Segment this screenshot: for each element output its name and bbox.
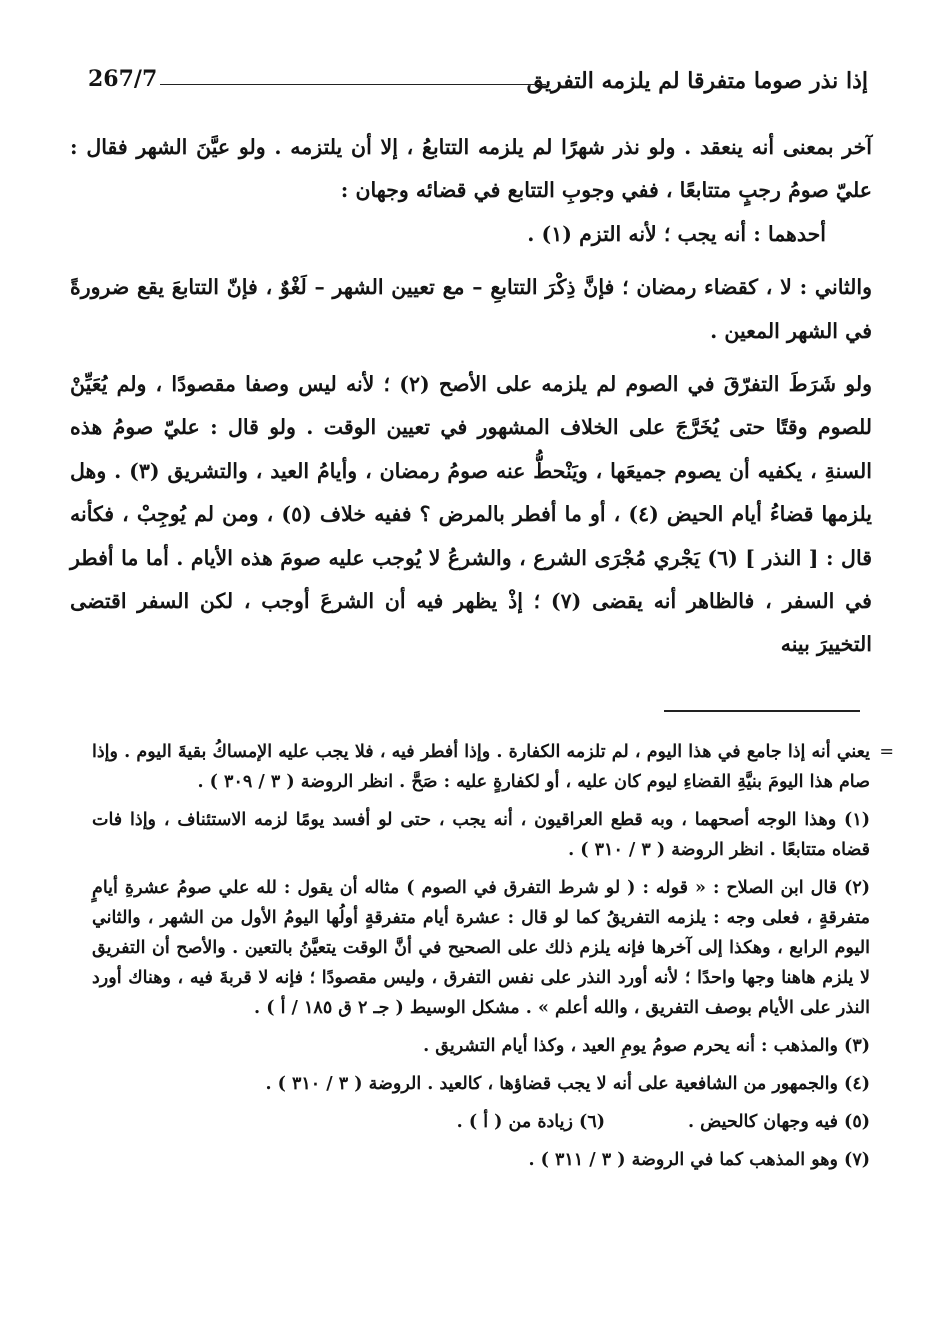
footnote-separator (664, 710, 860, 712)
footnote-continuation: = يعني أنه إذا جامع في هذا اليوم ، لم تلزمه الكفارة . وإذا أفطر فيه ، فلا يجب عليه الإمساكُ بقيةَ اليوم . وإذا صام هذا اليومَ بنيَّةِ القضاءِ ليوم كان عليه ، أو لكفارةٍ عليه : صَحَّ . انظر الروضة ( ٣ / ٣٠٩ ) . (92, 737, 870, 797)
paragraph-3: والثاني : لا ، كقضاء رمضان ؛ فإنَّ ذِكْرَ التتابعِ – مع تعيين الشهر – لَغْوٌ ، فإنّ التتابعَ يقع ضرورةً في الشهر المعين . (70, 275, 872, 343)
footnote-6: (٦) زيادة من ( أ ) . (456, 1112, 605, 1132)
footnote-3: (٣) والمذهب : أنه يحرم صومُ يومِ العيد ، وكذا أيام التشريق . (423, 1036, 870, 1056)
footnote-7: (٧) وهو المذهب كما في الروضة ( ٣ / ٣١١ ) . (528, 1150, 870, 1170)
footnote-1: (١) وهذا الوجه أصحهما ، وبه قطع العراقيون ، أنه يجب ، حتى لو أفسد يومًا لزمه الاستئناف ، وإذا فات قضاه متتابعًا . انظر الروضة ( ٣ / ٣١٠ ) . (92, 810, 870, 860)
paragraph-2: أحدهما : أنه يجب ؛ لأنه التزم (١) . (527, 221, 826, 246)
footnote-4: (٤) والجمهور من الشافعية على أنه لا يجب قضاؤها ، كالعيد . الروضة ( ٣ / ٣١٠ ) . (265, 1074, 870, 1094)
main-text (70, 126, 872, 667)
paragraph-1: آخر بمعنى أنه ينعقد . ولو نذر شهرًا لم يلزمه التتابعُ ، إلا أن يلتزمه . ولو عيَّنَ الشهر فقال : عليّ صومُ رجبٍ متتابعًا ، ففي وجوبِ التتابع في قضائه وجهان : (70, 135, 872, 203)
footnote-2: (٢) قال ابن الصلاح : « قوله : ( لو شرط التفرق في الصوم ) مثاله أن يقول : لله علي صومُ عشرةِ أيامٍ متفرقةٍ ، فعلى وجه : يلزمه التفريقُ كما لو قال : عشرة أيام متفرقةٍ أولُها اليومُ الأول من الشهر ، والثاني اليوم الرابع ، وهكذا إلى آخرها فإنه يلزم ذلك على الصحيح في أنَّ الوقت يتعيَّنُ بالتعين . والأصح أن التفريق لا يلزم هاهنا وجها واحدًا ؛ لأنه أورد النذر على نفس التفرق ، وليس مقصودًا ؛ فإنه لا قربةَ فيه ، وهناك أورد النذر على الأيام بوصف التفريق ، والله أعلم » . مشكل الوسيط ( جـ ٢ ق ١٨٥ / أ ) . (92, 878, 870, 1018)
running-header (88, 62, 868, 102)
footnote-5: (٥) فيه وجهان كالحيض . (688, 1112, 870, 1132)
footnote-row-5-6 (92, 1107, 870, 1137)
footnotes (92, 737, 870, 1183)
header-rule (160, 84, 546, 85)
paragraph-4: ولو شَرَطَ التفرّقَ في الصوم لم يلزمه على الأصح (٢) ؛ لأنه ليس وصفا مقصودًا ، ولم يُعَيِّنْ للصوم وقتًا حتى يُخَرَّجَ على الخلاف المشهور في تعيين الوقت . ولو قال : عليّ صومُ هذه السنةِ ، يكفيه أن يصوم جميعَها ، ويَنْحطُّ عنه صومُ رمضان ، وأيامُ العيد ، والتشريق (٣) . وهل يلزمها قضاءُ أيام الحيض (٤) ، أو ما أفطر بالمرض ؟ ففيه خلاف (٥) ، ومن لم يُوجِبْ ، فكأنه قال : [ النذر ] (٦) يَجْري مُجْرَى الشرع ، والشرعُ لا يُوجب عليه صومَ هذه الأيام . أما ما أفطر في السفر ، فالظاهر أنه يقضى (٧) ؛ إذْ يظهر فيه أن الشرعَ أوجب ، لكن السفر اقتضى التخييرَ بينه (70, 372, 872, 657)
page-number: 267/7 (88, 66, 158, 92)
header-title: إذا نذر صوما متفرقا لم يلزمه التفريق (526, 68, 868, 94)
